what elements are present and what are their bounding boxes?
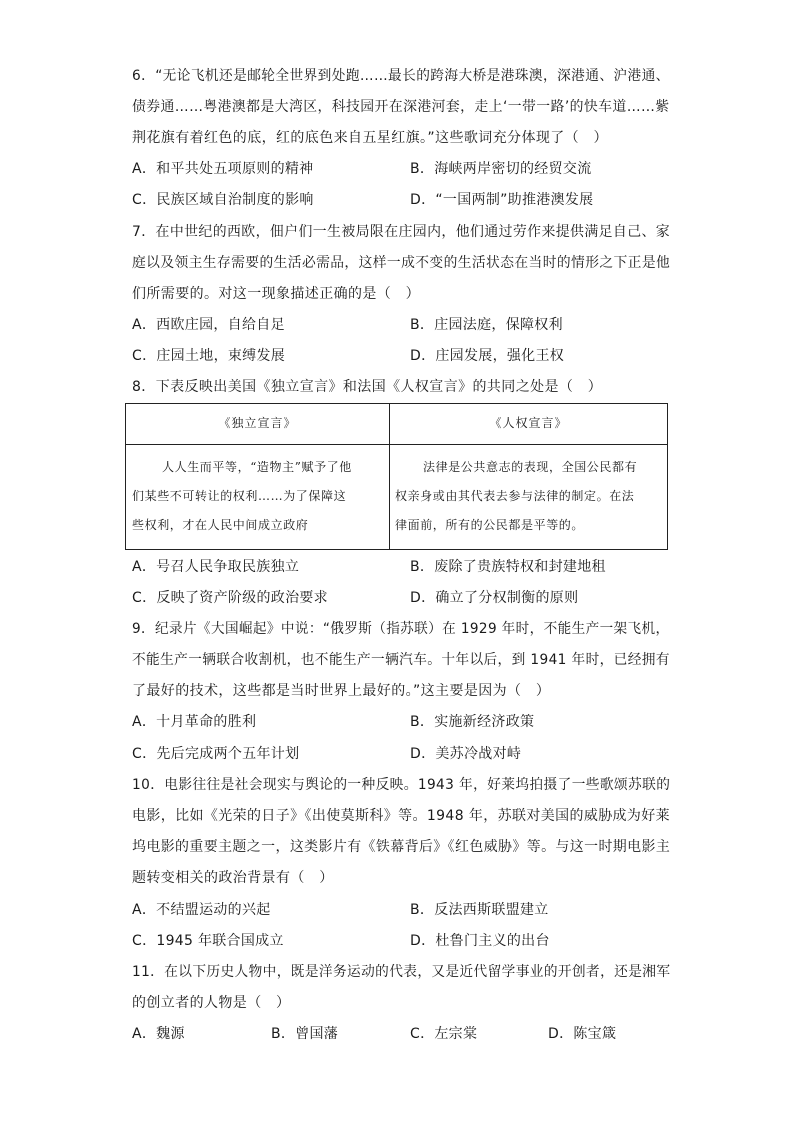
q7-option-a: A．西欧庄园，自给自足 [132,317,285,333]
table-cell-left-line2: 们某些不可转让的权利……为了保障这 [132,489,347,503]
q8-option-b: B．废除了贵族特权和封建地租 [410,559,606,575]
q9-stem-line1: 9．纪录片《大国崛起》中说：“俄罗斯（指苏联）在 1929 年时，不能生产一架飞机， [132,621,670,637]
q8-option-a: A．号召人民争取民族独立 [132,559,300,575]
table-cell-right-line2: 权亲身或由其代表去参与法律的制定。在法 [395,489,635,503]
q11-option-a: A．魏源 [132,1026,185,1042]
q8-stem-line1: 8．下表反映出美国《独立宣言》和法国《人权宣言》的共同之处是（ ） [132,379,603,395]
table-header-declaration-of-rights: 《人权宣言》 [489,416,568,430]
q10-stem-line4: 题转变相关的政治背景有（ ） [132,870,334,886]
q7-stem-line1: 7．在中世纪的西欧，佃户们一生被局限在庄园内，他们通过劳作来提供满足自己、家 [132,224,671,240]
table-header-divider [126,444,667,445]
q10-option-a: A．不结盟运动的兴起 [132,902,271,918]
q10-stem-line3: 坞电影的重要主题之一，这类影片有《铁幕背后》《红色威胁》等。与这一时期电影主 [132,839,671,855]
q7-option-c: C．庄园土地，束缚发展 [132,348,286,364]
table-cell-right-line1: 法律是公共意志的表现，全国公民都有 [423,460,638,474]
q7-stem-line2: 庭以及领主生存需要的生活必需品，这样一成不变的生活状态在当时的情形之下正是他 [132,255,671,271]
q10-option-b: B．反法西斯联盟建立 [410,902,549,918]
q11-option-d: D．陈宝箴 [548,1026,617,1042]
q6-option-a: A．和平共处五项原则的精神 [132,161,314,177]
q8-option-d: D．确立了分权制衡的原则 [410,590,579,606]
q8-option-c: C．反映了资产阶级的政治要求 [132,590,328,606]
q9-option-a: A．十月革命的胜利 [132,714,257,730]
q6-stem-line2: 债券通……粤港澳都是大湾区，科技园开在深港河套，走上‘一带一路’的快车道……紫 [132,99,670,115]
table-cell-left-line1: 人人生而平等，“造物主”赋予了他 [162,460,352,474]
declaration-comparison-table [125,403,668,550]
q6-option-b: B．海峡两岸密切的经贸交流 [410,161,592,177]
q7-stem-line3: 们所需要的。对这一现象描述正确的是（ ） [132,286,420,302]
q10-option-d: D．杜鲁门主义的出台 [410,933,550,949]
q11-option-c: C．左宗棠 [410,1026,478,1042]
q10-stem-line1: 10．电影往往是社会现实与舆论的一种反映。1943 年，好莱坞拍摄了一些歌颂苏联的 [132,777,671,793]
q11-stem-line2: 的创立者的人物是（ ） [132,995,291,1011]
table-cell-left-line3: 些权利，才在人民中间成立政府 [132,518,309,532]
q7-option-b: B．庄园法庭，保障权利 [410,317,563,333]
table-header-declaration-of-independence: 《独立宣言》 [218,416,297,430]
q11-stem-line1: 11．在以下历史人物中，既是洋务运动的代表，又是近代留学事业的开创者，还是湘军 [132,964,671,980]
q9-stem-line2: 不能生产一辆联合收割机，也不能生产一辆汽车。十年以后，到 1941 年时，已经拥有 [132,652,670,668]
q11-option-b: B．曾国藩 [271,1026,339,1042]
q10-option-c: C．1945 年联合国成立 [132,933,284,949]
q9-option-d: D．美苏冷战对峙 [410,746,522,762]
q9-option-c: C．先后完成两个五年计划 [132,746,300,762]
q6-option-c: C．民族区域自治制度的影响 [132,192,314,208]
q6-stem-line3: 荆花旗有着红色的底，红的底色来自五星红旗。”这些歌词充分体现了（ ） [132,130,608,146]
table-cell-right-line3: 律面前，所有的公民都是平等的。 [395,518,585,532]
q9-stem-line3: 了最好的技术，这些都是当时世界上最好的。”这主要是因为（ ） [132,683,551,699]
q9-option-b: B．实施新经济政策 [410,714,535,730]
q7-option-d: D．庄园发展，强化王权 [410,348,565,364]
q6-option-d: D．“一国两制”助推港澳发展 [410,192,594,208]
q10-stem-line2: 电影，比如《光荣的日子》《出使莫斯科》等。1948 年，苏联对美国的威胁成为好莱 [132,808,671,824]
q6-stem-line1: 6．“无论飞机还是邮轮全世界到处跑……最长的跨海大桥是港珠澳，深港通、沪港通、 [132,68,670,84]
